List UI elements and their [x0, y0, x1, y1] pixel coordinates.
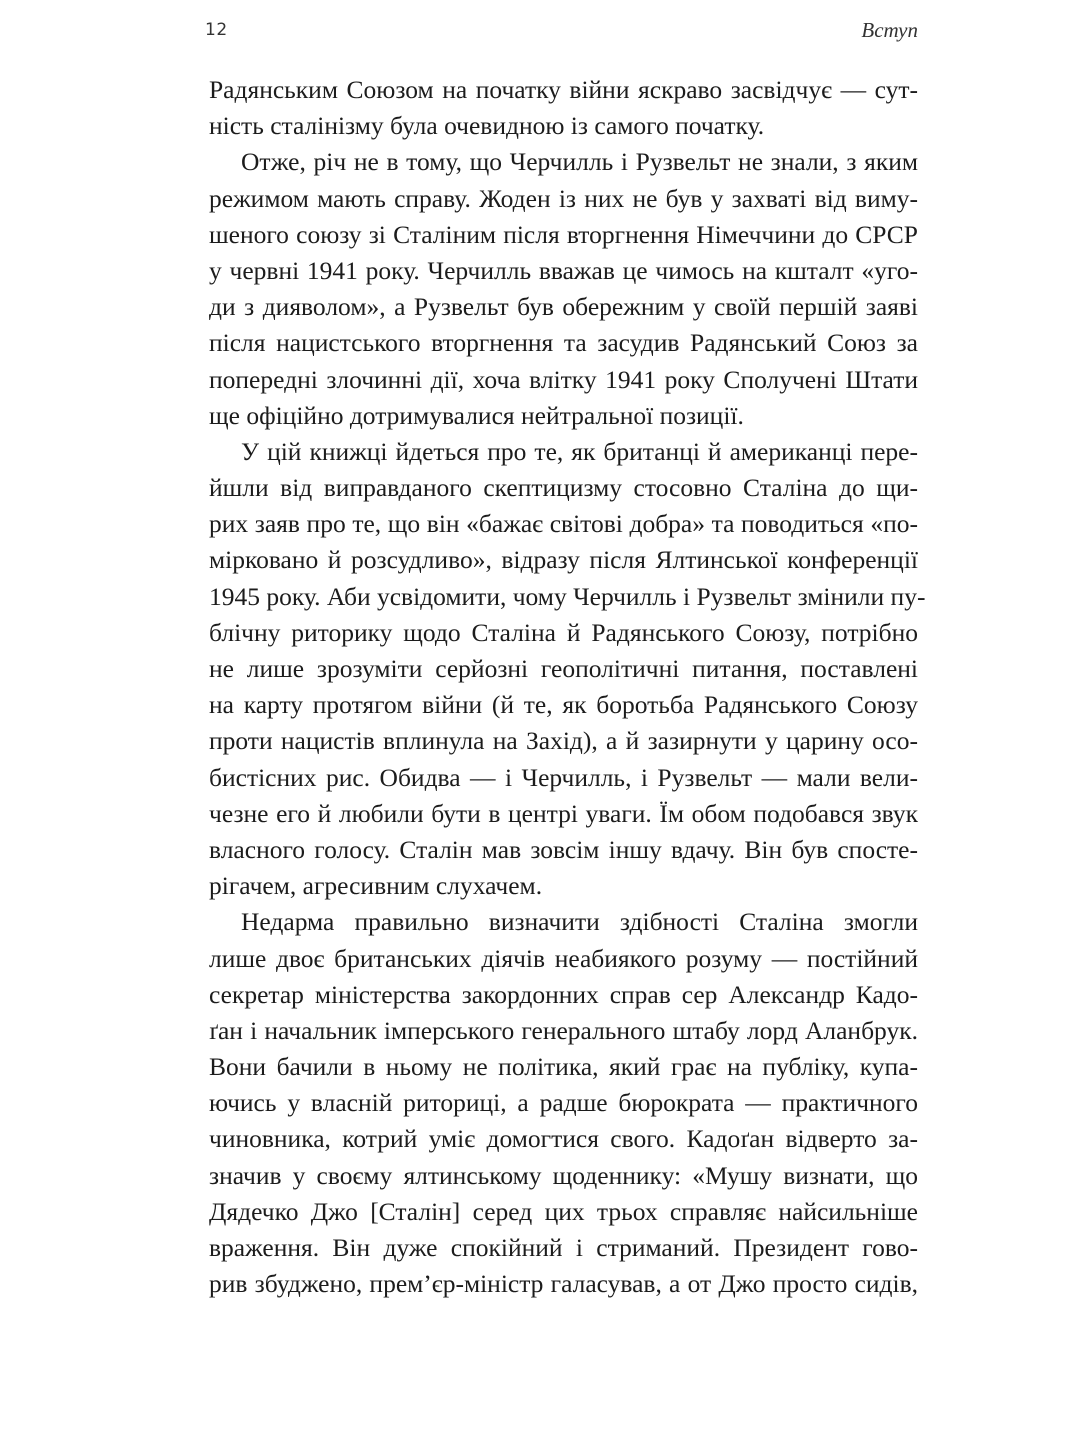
text-line: після нацистського вторгнення та засудив Радянський Союз за — [209, 328, 918, 358]
paragraph — [209, 144, 918, 434]
text-line: лише двоє британських діячів неабиякого розуму — постійний — [209, 943, 918, 973]
text-line: Вони бачили в ньому не політика, який грає на публіку, купа- — [209, 1052, 918, 1082]
page-header — [205, 20, 918, 50]
text-line: ючись у власній риториці, а радше бюрократа — практичного — [209, 1088, 918, 1118]
text-line: рігачем, агресивним слухачем. — [209, 871, 543, 901]
text-line: власного голосу. Сталін мав зовсім іншу вдачу. Він був спосте- — [209, 834, 918, 864]
text-line: чиновника, котрий уміє домогтися свого. Кадоґан відверто за- — [209, 1124, 918, 1154]
text-line: Отже, річ не в тому, що Черчилль і Рузвельт не знали, з яким — [241, 147, 918, 177]
text-line: ність сталінізму була очевидною із самого початку. — [209, 111, 765, 141]
text-line: 1945 року. Аби усвідомити, чому Черчилль і Рузвельт змінили пу- — [209, 581, 926, 611]
text-line: блічну риторику щодо Сталіна й Радянського Союзу, потрібно — [209, 617, 918, 647]
text-line: проти нацистів вплинула на Захід), а й зазирнути у царину осо- — [209, 726, 918, 756]
paragraph — [209, 434, 926, 904]
text-line: чезне его й любили бути в центрі уваги. Їм обом подобався звук — [209, 798, 918, 828]
text-line: йшли від виправданого скептицизму стосовно Сталіна до щи- — [209, 473, 918, 503]
running-head: Вступ — [861, 18, 918, 42]
paragraph — [209, 72, 918, 144]
text-line: у червні 1941 року. Черчилль вважав це чимось на кшталт «уго- — [209, 255, 918, 285]
text-line: враження. Він дуже спокійний і стриманий. Президент гово- — [209, 1233, 918, 1262]
text-line: рив збуджено, прем’єр-міністр галасував, а от Джо просто сидів, — [209, 1269, 918, 1299]
text-line: шеного союзу зі Сталіним після вторгнення Німеччини до СРСР — [209, 219, 918, 249]
text-line: Дядечко Джо [Сталін] серед цих трьох справляє найсильніше — [209, 1196, 918, 1226]
text-line: рих заяв про те, що він «бажає світові добра» та поводиться «по- — [209, 509, 918, 539]
paragraph — [209, 904, 918, 1302]
text-line: Недарма правильно визначити здібності Сталіна змогли — [241, 907, 918, 937]
text-line: Радянським Союзом на початку війни яскраво засвідчує — сут- — [209, 75, 918, 104]
text-line: бистісних рис. Обидва — і Черчилль, і Рузвельт — мали вели- — [209, 762, 918, 792]
text-line: ще офіційно дотримувалися нейтральної позиції. — [209, 400, 744, 430]
text-line: ґан і начальник імперського генерального штабу лорд Аланбрук. — [209, 1015, 918, 1045]
text-line: У цій книжці йдеться про те, як британці й американці пере- — [241, 436, 918, 466]
text-line: ди з дияволом», а Рузвельт був обережним у своїй першій заяві — [209, 292, 918, 322]
body-text — [209, 72, 926, 1302]
text-line: попередні злочинні дії, хоча влітку 1941 року Сполучені Штати — [209, 364, 918, 394]
text-line: секретар міністерства закордонних справ сер Александр Кадо- — [209, 979, 918, 1009]
text-line: не лише зрозуміти серйозні геополітичні питання, поставлені — [209, 654, 918, 683]
text-line: на карту протягом війни (й те, як боротьба Радянського Союзу — [209, 690, 918, 720]
text-line: режимом мають справу. Жоден із них не був у захваті від виму- — [209, 183, 918, 213]
text-line: значив у своєму ялтинському щоденнику: «Мушу визнати, що — [209, 1160, 918, 1190]
page-number: 12 — [205, 20, 228, 40]
text-line: мірковано й розсудливо», відразу після Ялтинської конференції — [209, 545, 918, 575]
